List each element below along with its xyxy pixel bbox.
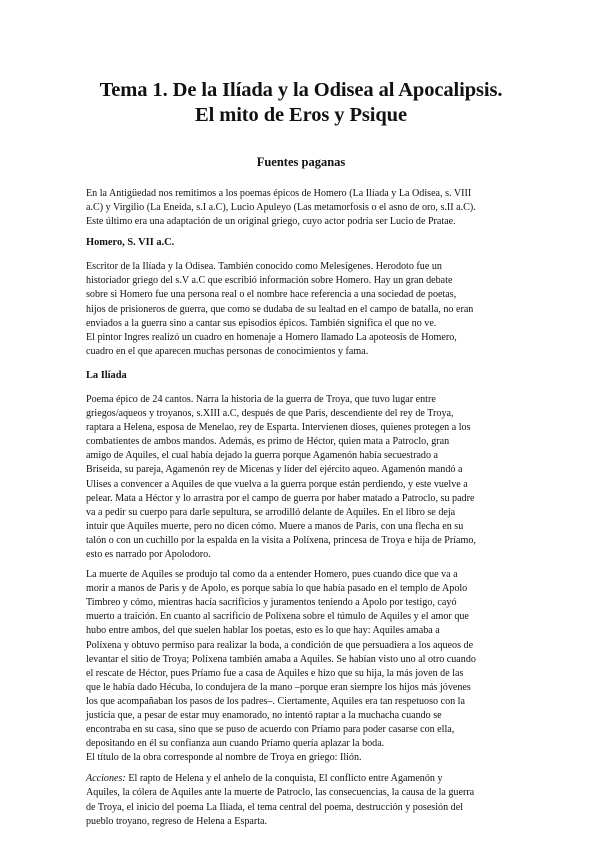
- document-page: [86, 78, 516, 829]
- text-line: el rescate de Héctor, pues Príamo fue a casa de Aquiles e hizo que su hija, la más joven de las: [86, 667, 464, 679]
- text-line: esto es narrado por Apolodoro.: [86, 548, 211, 560]
- text-line: Poema épico de 24 cantos. Narra la historia de la guerra de Troya, que tuvo lugar entre: [86, 393, 436, 405]
- muerte-aquiles-paragraph: [86, 568, 516, 765]
- text-line: intuir que Aquiles muerte, pero no dicen cómo. Muere a manos de Paris, con una flecha en su: [86, 520, 464, 532]
- text-line: talón o con un cuchillo por la espalda en la visita a Políxena, princesa de Troya e hija de Príamo,: [86, 534, 476, 546]
- text-line: justicia que, a pesar de estar muy enamorado, no intentó raptar a la muchacha cuando se: [86, 710, 442, 721]
- text-line: encontraba en su casa, sino que se puso de acuerdo con Príamo para poder casarse con ella,: [86, 724, 455, 736]
- text-line: Aquiles, la cólera de Aquiles ante la muerte de Patroclo, las consecuencias, la causa de la guerra: [86, 787, 475, 799]
- text-line: amigo de Aquiles, el cual había dejado la guerra porque Agamenón había secuestrado a: [86, 450, 439, 462]
- text-line: muerto a traición. En cuanto al sacrificio de Políxena sobre el túmulo de Aquiles y el amor que: [86, 611, 469, 623]
- document-title: [86, 78, 516, 128]
- text-line: [86, 772, 516, 786]
- text-line: En la Antigüedad nos remitimos a los poemas épicos de Homero (La Ilíada y La Odisea, s. VIII: [86, 188, 472, 199]
- text-line: enviados a la guerra sino a cantar sus episodios épicos. También significa el que no ve.: [86, 317, 437, 329]
- text-line: Briseida, su pareja, Agamenón rey de Micenas y líder del ejército aqueo. Agamenón mandó a: [86, 464, 463, 476]
- text-line: El título de la obra corresponde al nombre de Troya en griego: Ilión.: [86, 752, 362, 764]
- title-line: El mito de Eros y Psique: [195, 104, 407, 126]
- homero-paragraph: [86, 260, 516, 359]
- text-line: combatientes de ambos mandos. Además, es primo de Héctor, quien mata a Patroclo, gran: [86, 436, 450, 448]
- text-line: cuadro en el que aparecen muchas personas de conocimientos y fama.: [86, 345, 369, 357]
- acciones-text-start: El rapto de Helena y el anhelo de la conquista, El conflicto entre Agamenón y: [125, 773, 443, 785]
- text-line: pelear. Mata a Héctor y lo arrastra por el campo de guerra por haber matado a Patroclo, su padre: [86, 492, 475, 504]
- iliada-paragraph: [86, 393, 516, 562]
- text-line: depositando en él su confianza aun cuando Príamo quería aplazar la boda.: [86, 738, 385, 750]
- homero-heading: Homero, S. VII a.C.: [86, 237, 175, 249]
- text-line: hubo entre ambos, del que suelen hablar los poetas, esto es lo que hay: Aquiles amaba a: [86, 625, 440, 637]
- text-line: Escritor de la Ilíada y la Odisea. También conocido como Melesígenes. Herodoto fue un: [86, 261, 442, 273]
- acciones-paragraph: [86, 772, 516, 828]
- text-line: a.C) y Virgilio (La Eneida, s.I a.C), Lucio Apuleyo (Las metamorfosis o el asno de oro, s.II a.C).: [86, 202, 476, 214]
- text-line: los que acompañaban los pasos de los padres–. Ciertamente, Aquiles era tan respetuoso con la: [86, 695, 465, 707]
- text-line: morir a manos de Paris y de Apolo, es porque sabía lo que había pasado en el templo de Apolo: [86, 583, 468, 595]
- text-line: de Troya, el inicio del poema La Ilíada, el tema central del poema, destrucción y posesión del: [86, 801, 463, 813]
- text-line: Políxena y obtuvo permiso para realizar la boda, a condición de que persuadiera a los aqueos de: [86, 639, 474, 651]
- text-line: levantar el sitio de Troya; Políxena también amaba a Aquiles. Se habían visto uno al otro cuando: [86, 653, 476, 665]
- title-line: Tema 1. De la Ilíada y la Odisea al Apocalipsis.: [99, 79, 503, 101]
- text-line: sobre si Homero fue una persona real o el nombre hace referencia a una sociedad de poetas,: [86, 289, 457, 301]
- text-line: El pintor Ingres realizó un cuadro en homenaje a Homero llamado La apoteosis de Homero,: [86, 331, 457, 343]
- text-line: Timbreo y cómo, mientras hacía sacrificios y juramentos teniendo a Apolo por testigo, cayó: [86, 597, 457, 609]
- text-line: pueblo troyano, regreso de Helena a Esparta.: [86, 815, 268, 827]
- text-line: raptara a Helena, esposa de Menelao, rey de Esparta. Intervienen dioses, quienes protegen a los: [86, 422, 471, 434]
- intro-paragraph: [86, 187, 516, 229]
- text-line: griegos/aqueos y troyanos, s.XIII a.C, después de que Paris, descendiente del rey de Troya,: [86, 408, 454, 420]
- text-line: va a pedir su cuerpo para darle sepultura, se arrodilló delante de Aquiles. En el libro se deja: [86, 506, 456, 518]
- text-line: La muerte de Aquiles se produjo tal como da a entender Homero, pues cuando dice que va a: [86, 569, 458, 581]
- acciones-label: Acciones:: [86, 773, 126, 785]
- section-subtitle: Fuentes paganas: [256, 155, 346, 169]
- text-line: hijos de prisioneros de guerra, que como se dudaba de su lealtad en el campo de batalla, no eran: [86, 303, 474, 315]
- text-line: Este último era una adaptación de un original griego, cuyo actor podría ser Lucio de Pratae.: [86, 216, 456, 228]
- text-line: Ulises a convencer a Aquiles de que vuelva a la guerra porque están perdiendo, y este vuelve a: [86, 478, 468, 490]
- text-line: historiador griego del s.V a.C que escribió información sobre Homero. Hay un gran debate: [86, 275, 453, 287]
- iliada-heading: La Ilíada: [86, 369, 127, 381]
- text-line: que le había dado Hécuba, lo condujera de la mano –porque eran siempre los hijos más jóvenes: [86, 681, 471, 693]
